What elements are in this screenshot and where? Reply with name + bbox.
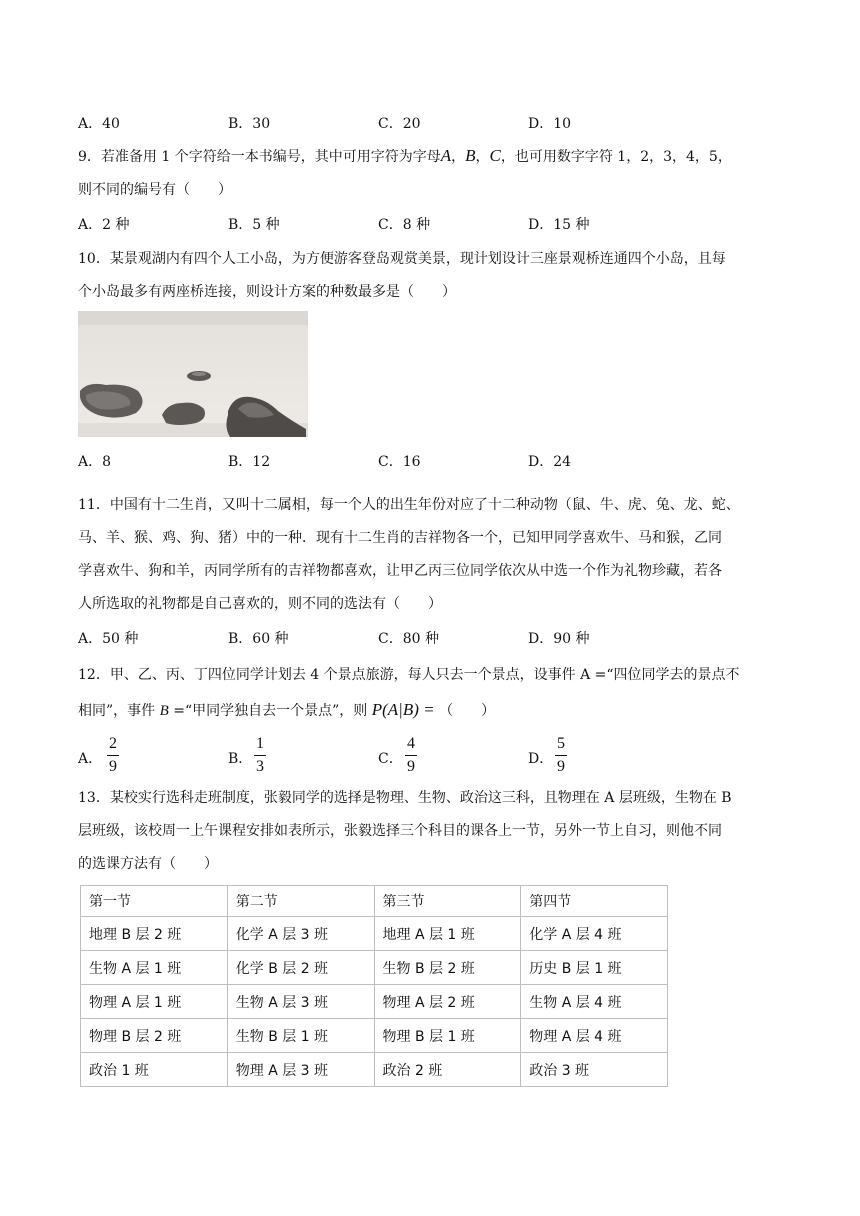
table-cell: 化学 B 层 2 班 <box>227 951 374 985</box>
q9-letter-b: B <box>465 146 476 165</box>
table-row <box>81 951 668 985</box>
q9-line-1 <box>78 146 732 166</box>
table-cell: 物理 A 层 4 班 <box>521 1019 668 1053</box>
table-cell: 生物 B 层 1 班 <box>227 1019 374 1053</box>
q9-letter-a: A <box>440 146 452 165</box>
q11-line-3: 学喜欢牛、狗和羊，丙同学所有的吉祥物都喜欢，让甲乙丙三位同学依次从中选一个作为礼物珍藏，若各 <box>78 563 722 579</box>
table-row <box>81 985 668 1019</box>
q13-line-1: 13．某校实行选科走班制度，张毅同学的选择是物理、生物、政治这三科，且物理在 A 层班级，生物在 B <box>78 790 732 806</box>
q8-option-c: C．20 <box>378 116 421 132</box>
q11-option-c: C．80 种 <box>378 631 439 647</box>
fraction-bar <box>555 755 567 756</box>
table-cell: 生物 B 层 2 班 <box>374 951 521 985</box>
fraction-numerator: 5 <box>557 735 565 752</box>
q13-line-3: 的选课方法有（ ） <box>78 856 218 872</box>
q9-sep-1: ， <box>451 149 466 165</box>
table-cell: 物理 A 层 3 班 <box>227 1053 374 1087</box>
q9-option-a: A．2 种 <box>78 217 130 233</box>
table-cell: 地理 A 层 1 班 <box>374 917 521 951</box>
fraction-numerator: 1 <box>256 735 264 752</box>
table-cell: 物理 B 层 2 班 <box>81 1019 228 1053</box>
q12-text-c: （ ） <box>439 703 496 719</box>
q12-option-b-fraction <box>253 735 267 776</box>
fraction-numerator: 4 <box>407 735 415 752</box>
q12-text-a: 相同”，事件 <box>78 703 156 719</box>
q12-option-d-label: D． <box>528 751 554 767</box>
q9-option-d: D．15 种 <box>528 217 590 233</box>
q12-text-b: =“甲同学独自去一个景点”，则 <box>173 703 368 719</box>
q10-option-c: C．16 <box>378 454 421 470</box>
table-header-cell: 第三节 <box>374 886 521 917</box>
q10-option-a: A．8 <box>78 454 112 470</box>
table-cell: 政治 2 班 <box>374 1053 521 1087</box>
q13-line-2: 层班级，该校周一上午课程安排如表所示，张毅选择三个科目的课各上一节，另外一节上自习，则他不同 <box>78 823 722 839</box>
q11-line-4: 人所选取的礼物都是自己喜欢的，则不同的选法有（ ） <box>78 596 442 612</box>
q10-option-d: D．24 <box>528 454 572 470</box>
fraction-bar <box>405 755 417 756</box>
q9-sep-2: ， <box>475 149 490 165</box>
table-header-cell: 第二节 <box>227 886 374 917</box>
table-cell: 政治 3 班 <box>521 1053 668 1087</box>
q9-text-a: 9．若准备用 1 个字符给一本书编号，其中可用字符为字母 <box>78 149 441 165</box>
table-cell: 物理 A 层 1 班 <box>81 985 228 1019</box>
schedule-table <box>80 885 668 1087</box>
fraction-denominator: 3 <box>256 758 264 775</box>
q12-line-2 <box>78 700 495 720</box>
q12-formula: P(A|B) = <box>371 700 435 719</box>
fraction-bar <box>107 755 119 756</box>
fraction-numerator: 2 <box>109 735 117 752</box>
fraction-denominator: 9 <box>109 758 117 775</box>
table-cell: 历史 B 层 1 班 <box>521 951 668 985</box>
q8-option-a: A．40 <box>78 116 120 132</box>
q12-option-c-fraction <box>404 735 418 776</box>
fraction-bar <box>254 755 266 756</box>
q11-option-d: D．90 种 <box>528 631 590 647</box>
q11-option-b: B．60 种 <box>228 631 289 647</box>
island-photo-image <box>78 311 308 437</box>
fraction-denominator: 9 <box>407 758 415 775</box>
table-row <box>81 917 668 951</box>
q12-event-b: B <box>159 703 169 719</box>
q9-option-b: B．5 种 <box>228 217 280 233</box>
table-row <box>81 1019 668 1053</box>
q11-line-2: 马、羊、猴、鸡、狗、猪）中的一种．现有十二生肖的吉祥物各一个，已知甲同学喜欢牛、马和猴，乙同 <box>78 530 722 546</box>
table-cell: 地理 B 层 2 班 <box>81 917 228 951</box>
table-header-cell: 第四节 <box>521 886 668 917</box>
table-cell: 化学 A 层 3 班 <box>227 917 374 951</box>
table-row <box>81 1053 668 1087</box>
table-header-cell: 第一节 <box>81 886 228 917</box>
q12-option-b-label: B． <box>228 751 253 767</box>
q9-text-b: ，也可用数字字符 1，2，3，4，5， <box>500 149 732 165</box>
q12-option-c-label: C． <box>378 751 403 767</box>
fraction-denominator: 9 <box>557 758 565 775</box>
island-photo <box>78 311 308 437</box>
table-cell: 化学 A 层 4 班 <box>521 917 668 951</box>
table-cell: 物理 B 层 1 班 <box>374 1019 521 1053</box>
q9-line-2: 则不同的编号有（ ） <box>78 182 232 198</box>
table-cell: 政治 1 班 <box>81 1053 228 1087</box>
q10-option-b: B．12 <box>228 454 271 470</box>
q12-option-a-fraction <box>106 735 120 776</box>
q12-line-1: 12．甲、乙、丙、丁四位同学计划去 4 个景点旅游，每人只去一个景点，设事件 A =“四位同学去的景点不 <box>78 667 740 683</box>
q8-option-b: B．30 <box>228 116 271 132</box>
q8-option-d: D．10 <box>528 116 572 132</box>
q9-letter-c: C <box>489 146 501 165</box>
table-cell: 生物 A 层 1 班 <box>81 951 228 985</box>
table-cell: 物理 A 层 2 班 <box>374 985 521 1019</box>
q10-line-1: 10．某景观湖内有四个人工小岛，为方便游客登岛观赏美景，现计划设计三座景观桥连通四个小岛，且每 <box>78 251 726 267</box>
table-cell: 生物 A 层 4 班 <box>521 985 668 1019</box>
table-cell: 生物 A 层 3 班 <box>227 985 374 1019</box>
table-header-row <box>81 886 668 917</box>
q11-line-1: 11．中国有十二生肖，又叫十二属相，每一个人的出生年份对应了十二种动物（鼠、牛、虎、兔、龙、蛇、 <box>78 497 740 513</box>
q12-option-a-label: A． <box>78 751 103 767</box>
q10-line-2: 个小岛最多有两座桥连接，则设计方案的种数最多是（ ） <box>78 284 456 300</box>
q12-option-d-fraction <box>554 735 568 776</box>
q11-option-a: A．50 种 <box>78 631 139 647</box>
q9-option-c: C．8 种 <box>378 217 431 233</box>
